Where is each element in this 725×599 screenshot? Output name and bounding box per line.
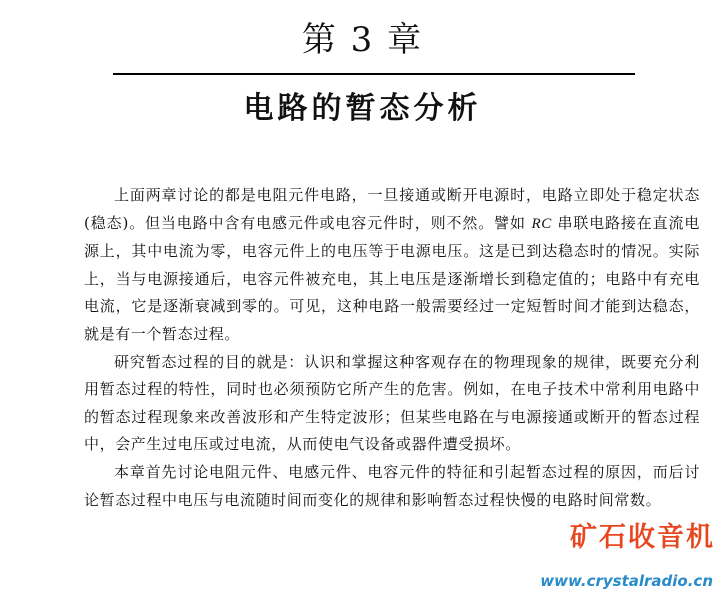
paragraph-1 [84, 182, 700, 349]
watermark [500, 522, 715, 592]
watermark-logo: 矿石收音机 [570, 522, 715, 553]
watermark-url: www.crystalradio.cn [540, 572, 713, 590]
rc-term: RC [531, 215, 552, 232]
paragraph-2: 研究暂态过程的目的就是：认识和掌握这种客观存在的物理现象的规律，既要充分利用暂态过程的特性，同时也必须预防它所产生的危害。例如，在电子技术中常利用电路中的暂态过程现象来改善波形和产生特定波形；但某些电路在与电源接通或断开的暂态过程中，会产生过电压或过电流，从而使电气设备或器件遭受损坏。 [84, 352, 700, 454]
title-divider [113, 73, 635, 75]
chapter-number: 第 3 章 [301, 20, 424, 60]
body-text [84, 182, 700, 514]
paragraph-1-part-a: 上面两章讨论的都是电阻元件电路，一旦接通或断开电源时，电路立即处于稳定状态(稳态)。但当电路中含有电感元件或电容元件时，则不然。譬如 [84, 186, 700, 232]
paragraph-1-part-b: 串联电路接在直流电源上，其中电流为零，电容元件上的电压等于电源电压。这是已到达稳态时的情况。实际上，当与电源接通后，电容元件被充电，其上电压是逐渐增长到稳定值的；电路中有充电电流，它是逐渐衰减到零的。可见，这种电路一般需要经过一定短暂时间才能到达稳态，就是有一个暂态过程。 [84, 213, 700, 343]
paragraph-3: 本章首先讨论电阻元件、电感元件、电容元件的特征和引起暂态过程的原因，而后讨论暂态过程中电压与电流随时间而变化的规律和影响暂态过程快慢的电路时间常数。 [84, 462, 700, 509]
chapter-title: 电路的暂态分析 [243, 91, 482, 126]
